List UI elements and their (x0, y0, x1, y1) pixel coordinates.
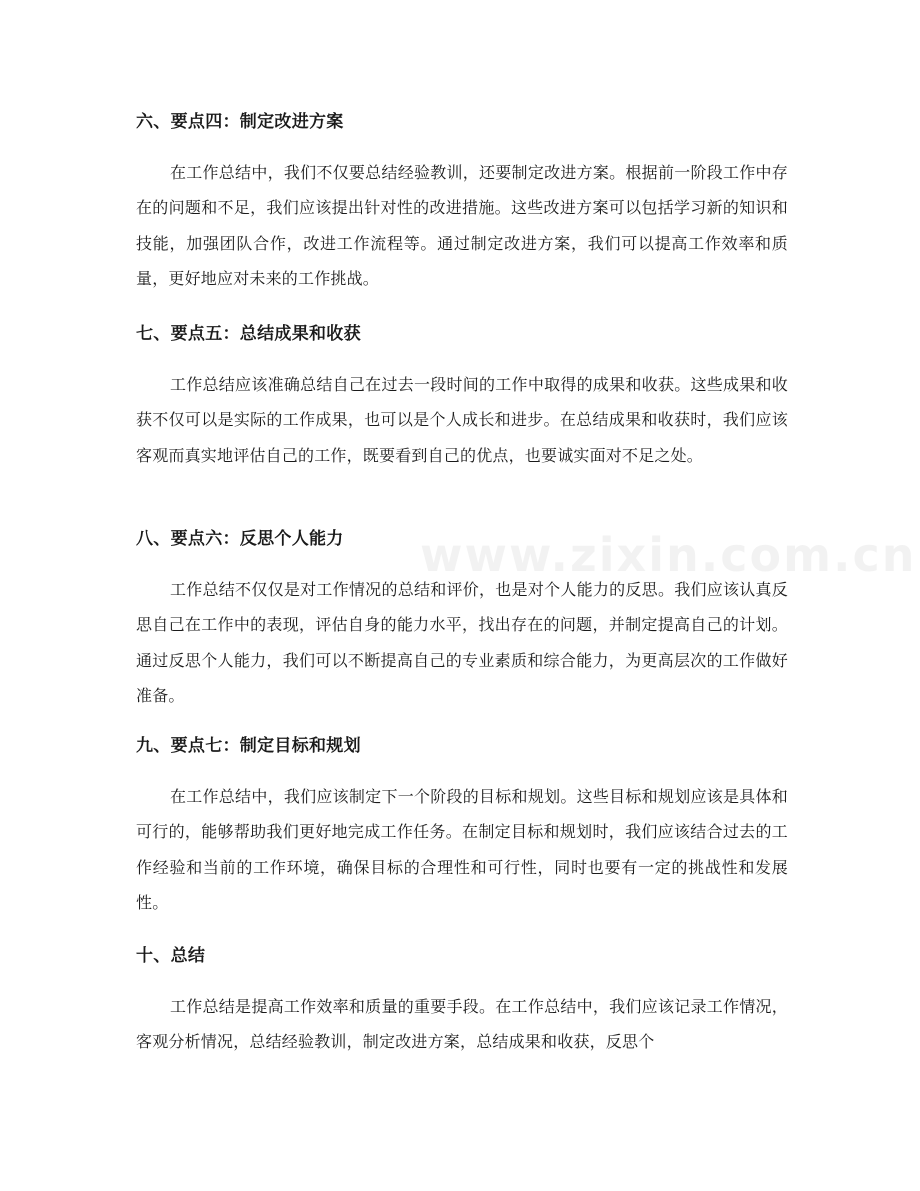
section-heading: 十、总结 (136, 946, 206, 966)
section-paragraph: 工作总结应该准确总结自己在过去一段时间的工作中取得的成果和收获。这些成果和收获不仅可以是实际的工作成果，也可以是个人成长和进步。在总结成果和收获时，我们应该客观而真实地评估自己的工作，既要看到自己的优点，也要诚实面对不足之处。 (136, 375, 788, 465)
section-point-seven (136, 734, 788, 920)
section-point-five (136, 322, 788, 473)
section-paragraph: 在工作总结中，我们不仅要总结经验教训，还要制定改进方案。根据前一阶段工作中存在的问题和不足，我们应该提出针对性的改进措施。这些改进方案可以包括学习新的知识和技能，加强团队合作，改进工作流程等。通过制定改进方案，我们可以提高工作效率和质量，更好地应对未来的工作挑战。 (136, 163, 788, 288)
section-point-four (136, 110, 788, 296)
section-point-six (136, 527, 788, 713)
section-heading: 八、要点六：反思个人能力 (136, 529, 344, 549)
section-heading: 七、要点五：总结成果和收获 (136, 324, 361, 344)
section-paragraph: 工作总结是提高工作效率和质量的重要手段。在工作总结中，我们应该记录工作情况，客观分析情况，总结经验教训，制定改进方案，总结成果和收获，反思个 (136, 997, 788, 1052)
section-paragraph: 工作总结不仅仅是对工作情况的总结和评价，也是对个人能力的反思。我们应该认真反思自己在工作中的表现，评估自身的能力水平，找出存在的问题，并制定提高自己的计划。通过反思个人能力，我们可以不断提高自己的专业素质和综合能力，为更高层次的工作做好准备。 (136, 580, 788, 705)
section-heading: 六、要点四：制定改进方案 (136, 112, 344, 132)
watermark-text: www.zixin.com.cn (420, 528, 917, 582)
section-paragraph: 在工作总结中，我们应该制定下一个阶段的目标和规划。这些目标和规划应该是具体和可行的，能够帮助我们更好地完成工作任务。在制定目标和规划时，我们应该结合过去的工作经验和当前的工作环境，确保目标的合理性和可行性，同时也要有一定的挑战性和发展性。 (136, 787, 788, 912)
section-heading: 九、要点七：制定目标和规划 (136, 736, 361, 756)
section-summary (136, 944, 788, 1060)
